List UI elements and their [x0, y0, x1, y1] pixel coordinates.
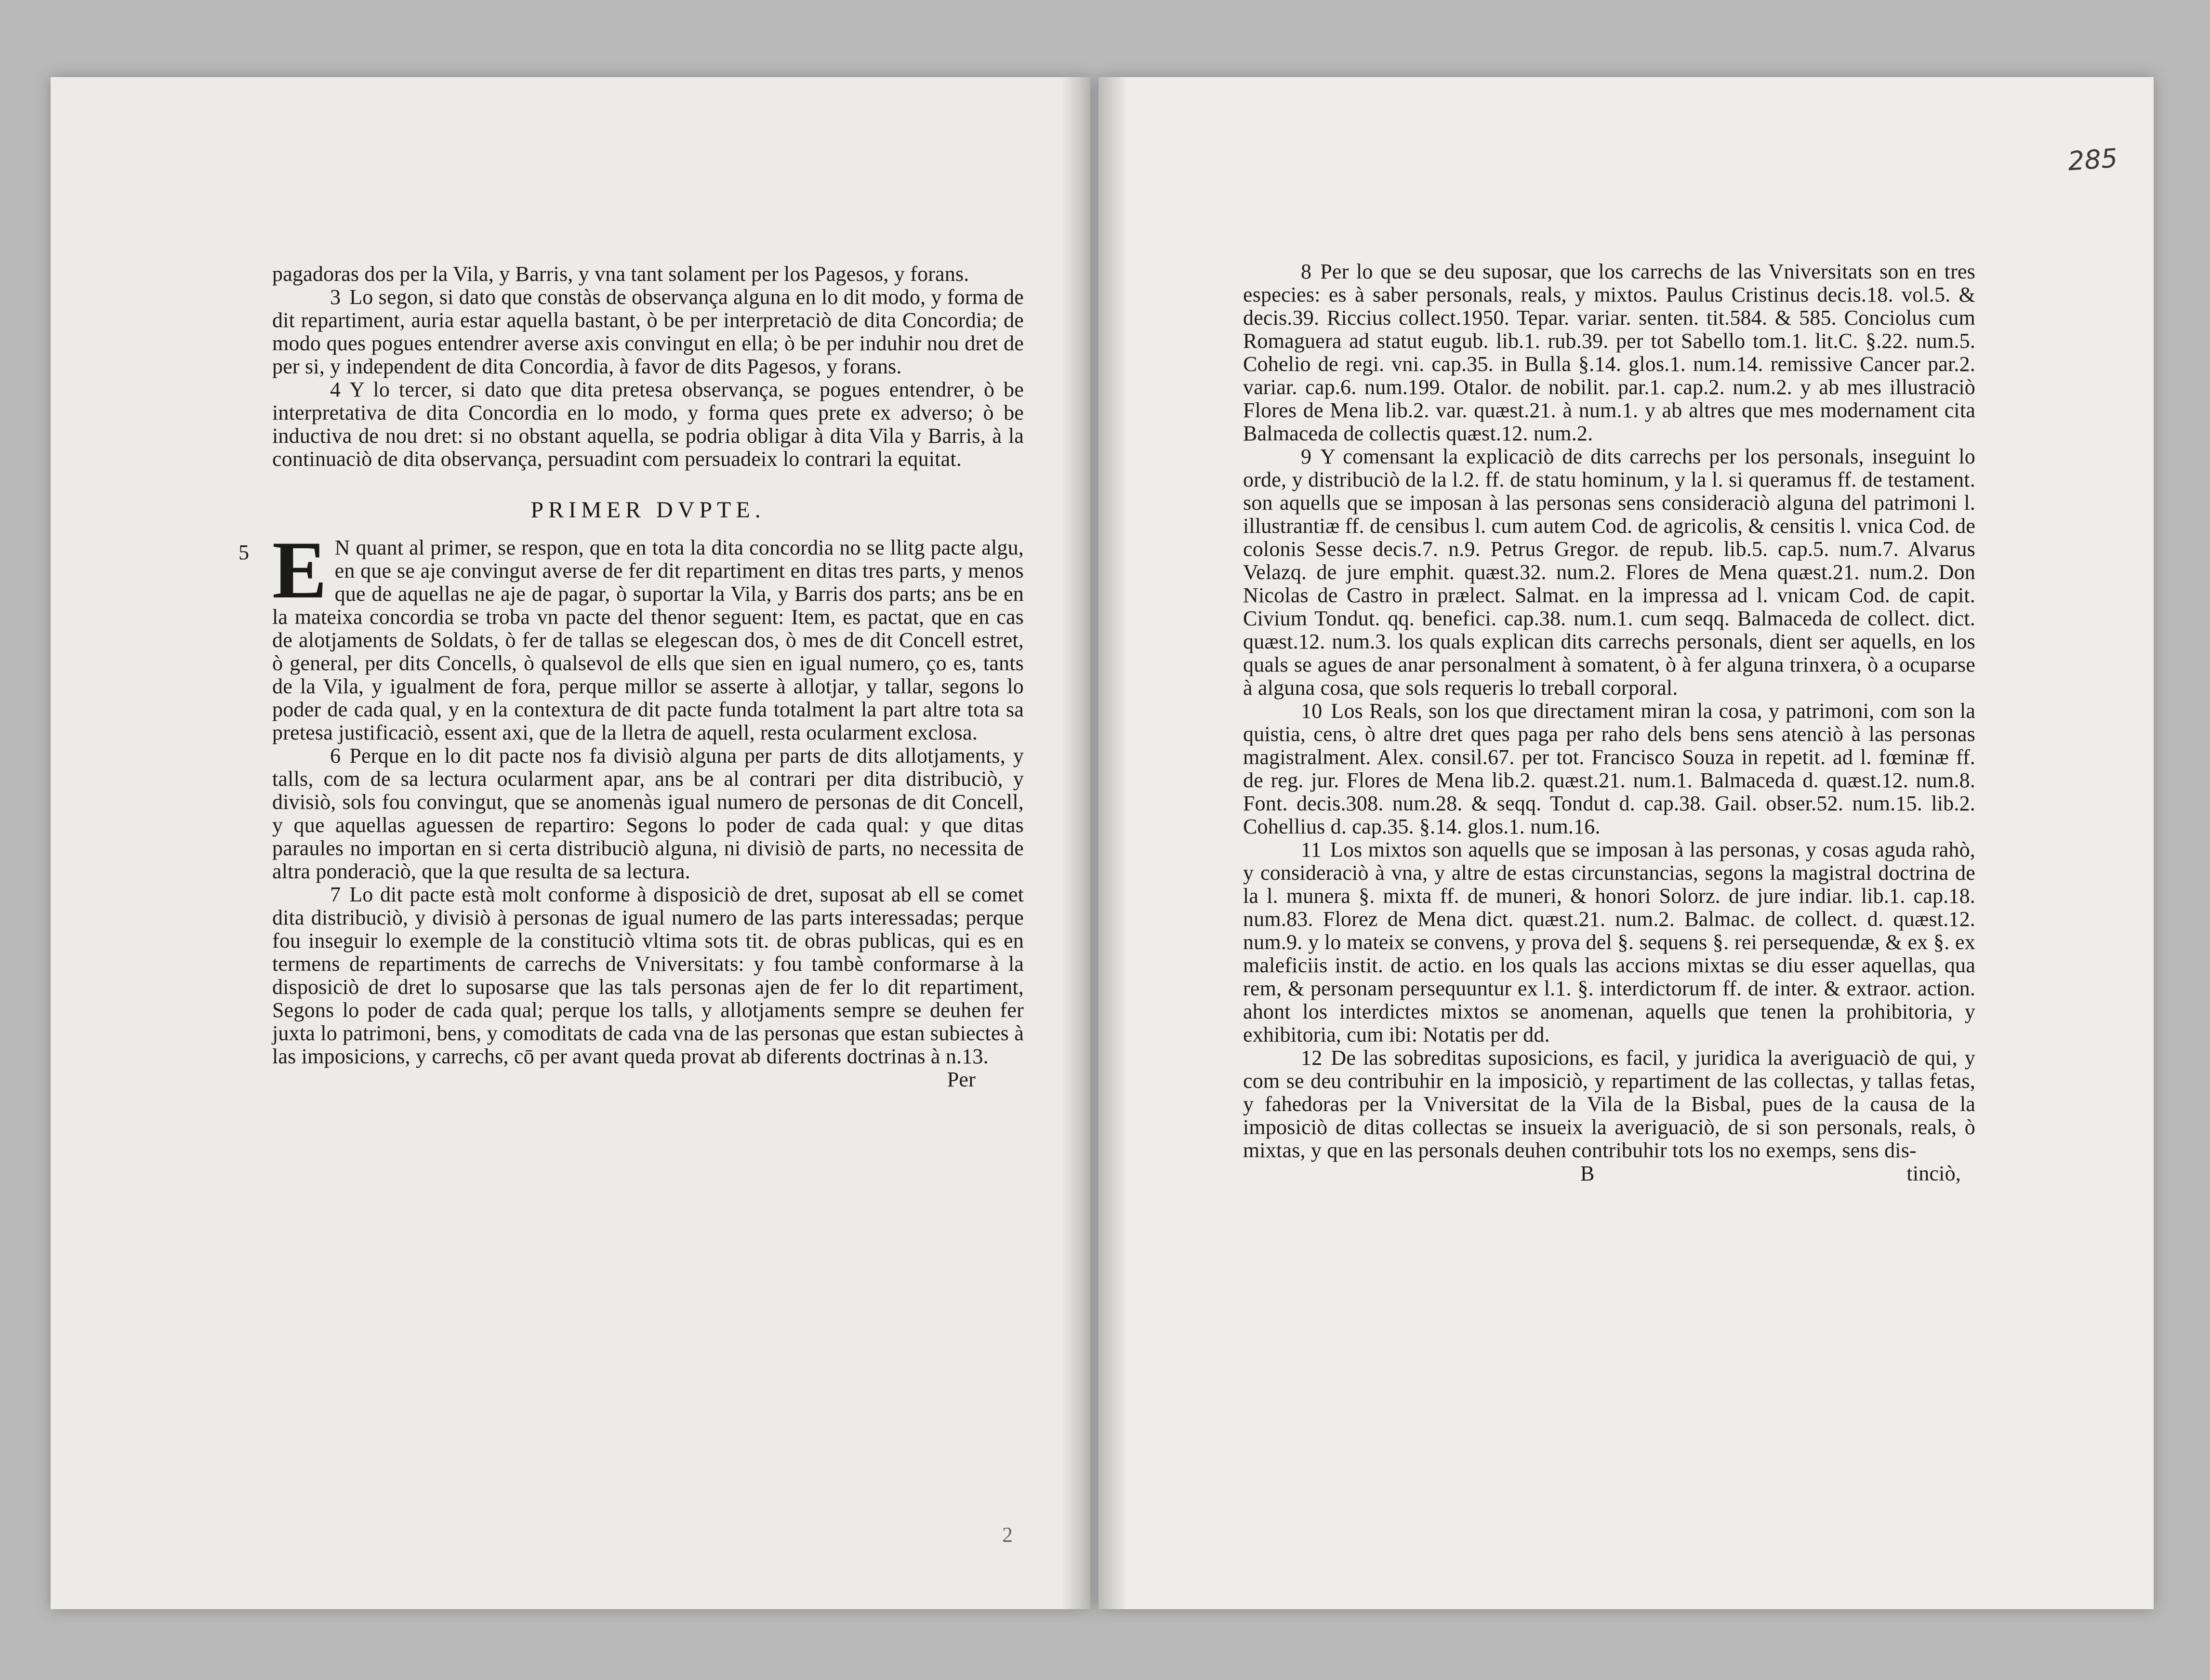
signature-mark: B: [1580, 1162, 1595, 1185]
paragraph-6: 6 Perque en lo dit pacte nos fa divisiò alguna per parts de dits allotjaments, y talls, com de sa lectura ocularment apar, ans be al contrari per dita distribuciò, y divisiò, sols fou convingut, que se anomenàs igual numero de personas de dit Concell, y que aquellas aguessen de repartiro: Segons lo poder de cada qual: y que ditas paraules no importan en si certa distribuciò alguna, ni divisiò de parts, no necessita de altra ponderaciò, que la que resulta de sa lectura.: [272, 744, 1024, 883]
paragraph-10: 10 Los Reals, son los que directament miran la cosa, y patrimoni, com son la quistia, cens, ò altre dret ques paga per raho dels bens sens atenciò à las personas magistralment. Alex. consil.67. per tot. Francisco Souza in repetit. ad l. fœminæ ff. de reg. jur. Flores de Mena lib.2. quæst.21. num.1. Balmaceda d. quæst.12. num.8. Font. decis.308. num.28. & seqq. Tondut d. cap.38. Gail. obser.52. num.15. lib.2. Cohellius d. cap.35. §.14. glos.1. num.16.: [1243, 699, 1975, 838]
left-page-body: [238, 262, 1024, 1091]
page-mark: 2: [1002, 1523, 1013, 1547]
paragraph-4: 4 Y lo tercer, si dato que dita pretesa observança, se pogues entendrer, ò be interpretativa de dita Concordia en lo modo, y forma ques prete ex adverso; ò be inductiva de nou dret: si no obstant aquella, se podria obligar à dita Vila y Barris, à la continuaciò de dita observança, persuadint com persuadeix lo contrari la equitat.: [272, 378, 1024, 471]
right-page: [1098, 77, 2154, 1609]
paragraph-9: 9 Y comensant la explicaciò de dits carrechs per los personals, inseguint lo orde, y distribuciò de la l.2. ff. de statu hominum, y la l. si queramus ff. de testament. son aquells que se imposan à las personas sens consideraciò alguna del patrimoni l. illustrantiæ ff. de censibus l. cum autem Cod. de agricolis, & censitis l. vnica Cod. de colonis Sesse decis.7. n.9. Petrus Gregor. de repub. lib.5. cap.5. num.7. Alvarus Velazq. de jure emphit. quæst.32. num.2. Flores de Mena quæst.21. num.2. Don Nicolas de Castro in prælect. Salmat. en la impressa ad l. vnicam Cod. de capit. Civium Tondut. qq. benefici. cap.38. num.1. cum seqq. Balmaceda de collect. dict. quæst.12. num.3. los quals explican dits carrechs personals, dient ser aquells, en los quals se agues de anar personalment à somatent, ò à fer alguna trinxera, ò a ocuparse à alguna cosa, que sols requeris lo treball corporal.: [1243, 445, 1975, 700]
folio-number: 285: [2066, 143, 2119, 177]
drop-cap: E: [272, 525, 327, 615]
paragraph-12: 12 De las sobreditas suposicions, es facil, y juridica la averiguaciò de qui, y com se deu contribuhir en la imposiciò, y repartiment de las collectas, y tallas fetas, y fahedoras per la Vniversitat de la Vila de la Bisbal, pues de la causa de la imposiciò de ditas collectas se insueix la averiguaciò, de si son personals, reals, ò mixtas, y que en las personals deuhen contribuhir tots los no exemps, sens dis-: [1243, 1046, 1975, 1162]
right-page-body: [1243, 260, 1975, 1185]
paragraph-continuation: pagadoras dos per la Vila, y Barris, y vna tant solament per los Pagesos, y forans.: [272, 262, 969, 286]
paragraph-3: 3 Lo segon, si dato que constàs de observança alguna en lo dit modo, y forma de dit repartiment, auria estar aquella bastant, ò be per interpretaciò de dita Concordia; de modo ques pogues entendrer averse axis convingut en ella; ò be per induhir nou dret de per si, y independent de dita Concordia, à favor de dits Pagesos, y forans.: [272, 285, 1024, 378]
left-page: [51, 77, 1090, 1609]
gutter-shadow: [1061, 77, 1090, 1609]
page-footer: [1243, 1162, 1975, 1185]
catchword: Per: [947, 1068, 976, 1091]
paragraph-5: 5 E N quant al primer, se respon, que en tota la dita concordia no se llitg pacte algu, en que se aje convingut averse de fer dit repartiment en ditas tres parts, y menos que de aquellas ne aje de pagar, ò suportar la Vila, y Barris dos parts; ans be en la mateixa concordia se troba vn pacte del thenor seguent: Item, es pactat, que en cas de alotjaments de Soldats, ò fer de tallas se elegescan dos, ò mes de dit Concell estret, ò general, per dits Concells, ò qualsevol de ells que sien en igual numero, ço es, tants de la Vila, y igualment de fora, perque millor se asserte à allotjar, y tallar, segons lo poder de cada qual, y en la contextura de dit pacte funda totalment la part altre tota sa pretesa justificaciò, essent axi, que de la lletra de aquell, resta ocularment exclosa.: [238, 525, 1024, 744]
section-heading: PRIMER DVPTE.: [530, 497, 766, 523]
marginal-note: [1980, 261, 2144, 291]
paragraph-7: 7 Lo dit pacte està molt conforme à disposiciò de dret, suposat ab ell se comet dita distribuciò, y divisiò à personas de igual numero de las parts interessadas; perque fou inseguir lo exemple de la constituciò vltima sots tit. de obras publicas, qui es en termens de repartiments de carrechs de Vniversitats: y fou tambè conformarse à la disposiciò de dret lo suposarse que las tals personas ajen de fer lo dit repartiment, Segons lo poder de cada qual; perque los talls, y allotjaments sempre se deuhen fer juxta lo patrimoni, bens, y comoditats de cada vna de las personas que estan subiectes à las imposicions, y carrechs, cō per avant queda provat ab diferents doctrinas à n.13.: [272, 883, 1024, 1068]
paragraph-8: 8 Per lo que se deu suposar, que los carrechs de las Vniversitats son en tres especies: es à saber personals, reals, y mixtos. Paulus Cristinus decis.18. vol.5. & decis.39. Riccius collect.1950. Tepar. variar. senten. tit.584. & 585. Conciolus cum Romaguera ad statut eugub. lib.1. rub.39. per tot Sabello tom.1. lit.C. §.22. num.5. Cohelio de regi. vni. cap.35. in Bulla §.14. glos.1. num.14. remissive Cancer par.2. variar. cap.6. num.199. Otalor. de nobilit. par.1. cap.2. num.2. y ab mes illustraciò Flores de Mena lib.2. var. quæst.21. à num.1. y ab altres que mes modernament cita Balmaceda de collectis quæst.12. num.2.: [1243, 260, 1975, 445]
gutter-shadow: [1098, 77, 1127, 1609]
paragraph-11: 11 Los mixtos son aquells que se imposan à las personas, y cosas aguda rahò, y consideraciò à vna, y altre de estas circunstancias, segons la magistral doctrina de la l. munera §. mixta ff. de muneri, & honori Solorz. de jure indiar. lib.1. cap.18. num.83. Florez de Mena dict. quæst.21. num.2. Balmac. de collect. d. quæst.12. num.9. y lo mateix se convens, y prova del §. sequens §. rei persequendæ, & ex §. ex maleficiis instit. de actio. en los quals las accions mixtas se diu esser aquellas, qua rem, & personam persequuntur ex l.1. §. interdictorum ff. de inter. & extraor. action. ahont los interdictes mixtos se anomenan, aquells que tenen la prohibitoria, y exhibitoria, cum ibi: Notatis per dd.: [1243, 838, 1975, 1046]
catchword: tinciò,: [1906, 1162, 1961, 1185]
